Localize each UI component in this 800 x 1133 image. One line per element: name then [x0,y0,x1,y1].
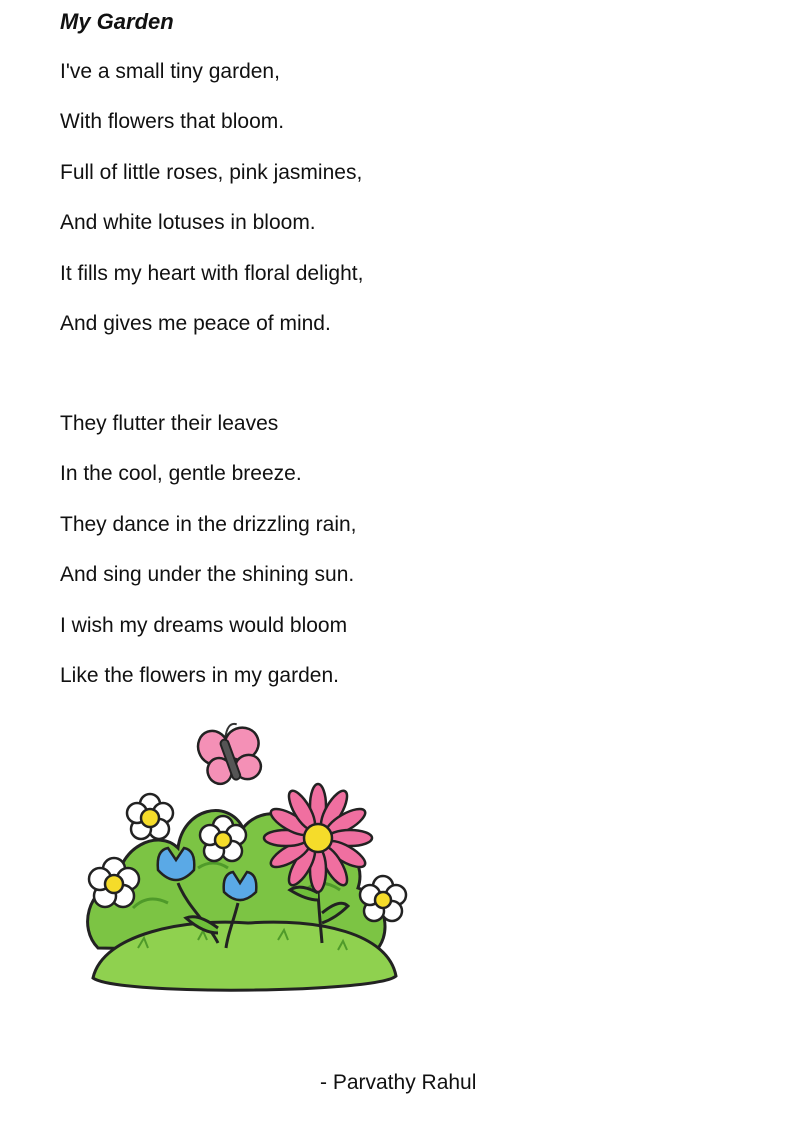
poem-line: And gives me peace of mind. [60,311,331,335]
poem-line: In the cool, gentle breeze. [60,462,302,486]
white-flower-icon [127,794,173,839]
white-flower-icon [360,876,406,921]
poem-line: And sing under the shining sun. [60,563,355,587]
poem-line: I wish my dreams would bloom [60,613,348,637]
poem-line: Full of little roses, pink jasmines, [60,160,363,184]
poem-line: I've a small tiny garden, [60,60,280,83]
poem-title: My Garden [60,9,174,34]
poem-line: Like the flowers in my garden. [60,663,339,687]
garden-illustration [78,718,418,1008]
poem-line: It fills my heart with floral delight, [60,261,364,285]
butterfly-icon [193,718,270,792]
poem-line: They flutter their leaves [60,412,279,435]
poem-line: And white lotuses in bloom. [60,211,316,235]
author-signature: - Parvathy Rahul [320,1071,477,1094]
poem-line: They dance in the drizzling rain, [60,512,357,536]
stanza-2 [60,399,357,701]
poem-line: With flowers that bloom. [60,110,285,134]
stanza-1 [60,47,363,349]
